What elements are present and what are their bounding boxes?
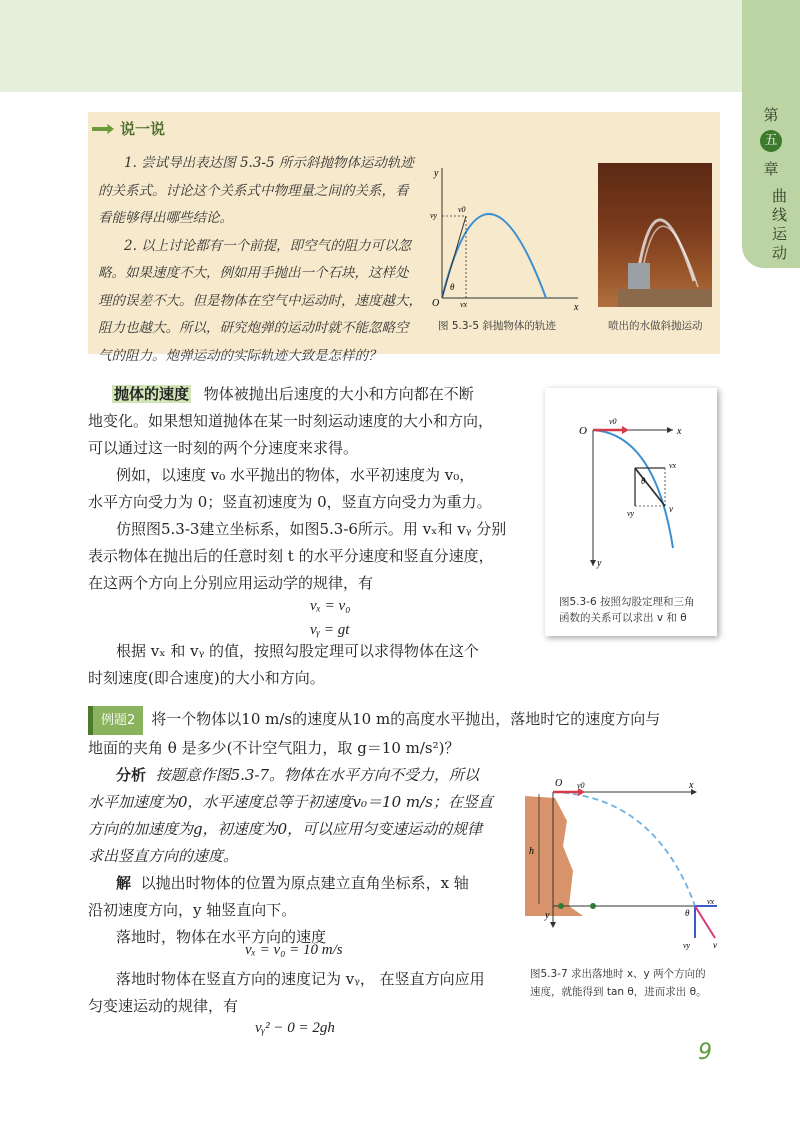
v0-label: v0 [577, 781, 585, 790]
section-intro: 抛体的速度 物体被抛出后速度的大小和方向都在不断 [114, 385, 474, 403]
discussion-text: 1. 尝试导出表达图 5.3-5 所示斜抛物体运动轨迹 的关系式。讨论这个关系式中物理量之间的关系，看 看能够得出哪些结论。 2. 以上讨论都有一个前提，即空气的阻力可以忽 略。如果速度不大，例如用手抛出一个石块，这样处 理的误差不大。但是物体在空气中运动时，速度越大， 阻力也越大。所以，研究炮弹的运动时就不能忽略空 气的阻力。炮弹运动的实际轨迹大致是怎样的？ [98, 155, 422, 364]
example-solution-cont: 落地时物体在竖直方向的速度记为 vᵧ， 在竖直方向应用 匀变速运动的规律，有 [88, 970, 485, 1015]
chapter-di: 第 [763, 106, 779, 124]
vx-label: vx [669, 461, 677, 470]
vy-label: vy [627, 509, 635, 518]
theta-label: θ [450, 282, 455, 292]
theta-label: θ [641, 476, 646, 486]
cliff-projectile-figure [525, 776, 725, 956]
discussion-title: 说一说 [120, 120, 166, 138]
example-tag: 例题2 [88, 706, 143, 735]
v0-label: v0 [458, 205, 466, 214]
water-jet-illustration [598, 163, 712, 307]
section-paragraph: 地变化。如果想知道抛体在某一时刻运动速度的大小和方向， 可以通过这一时刻的两个分速度来求得。 例如，以速度 v₀ 水平抛出的物体，水平初速度为 v₀， 水平方向受力为 0；竖直初速度为 0，竖直方向受力为重力。 仿照图5.3-3建立坐标系，如图5.3-6所示。用 vₓ和 vᵧ 分别 表示物体在抛出后的任意时刻 t 的水平分速度和竖直分速度， 在这两个方向上分别应用运动学的规律，有 [88, 412, 507, 592]
chapter-tab [742, 0, 800, 268]
trajectory-curve [553, 792, 695, 906]
y-label: y [597, 558, 602, 569]
figure-5-3-6-caption-line2: 函数的关系可以求出 v 和 θ [559, 612, 687, 624]
v-arrow [635, 468, 665, 506]
vx-label: vx [460, 300, 468, 309]
equation-vx: vₓ = v₀ [310, 598, 351, 614]
horizontal-projectile-figure [545, 388, 717, 588]
example-solution: 解 以抛出时物体的位置为原点建立直角坐标系，x 轴 沿初速度方向，y 轴竖直向下。 落地时，物体在水平方向的速度 [88, 874, 469, 946]
chapter-zhang: 章 [763, 160, 779, 178]
v0-label: v0 [609, 417, 617, 426]
y-label: y [434, 168, 439, 179]
chapter-title: 曲线运动 [770, 188, 788, 264]
h-label: h [529, 846, 534, 857]
figure-5-3-7-caption-line1: 图5.3-7 求出落地时 x、y 两个方向的 [530, 968, 706, 980]
figure-5-3-6-caption-line1: 图5.3-6 按照勾股定理和三角 [559, 596, 695, 608]
x-label: x [677, 426, 682, 437]
origin-label: O [579, 425, 587, 437]
y-label: y [545, 910, 550, 921]
origin-label: O [555, 778, 563, 789]
vy-label: vy [430, 211, 438, 220]
example-analysis: 分析 按题意作图5.3-7。物体在水平方向不受力，所以 水平加速度为0，水平速度总等于初速度v₀＝10 m/s；在竖直 方向的加速度为g，初速度为0，可以应用匀变速运动的规律 求出竖直方向的速度。 [88, 766, 493, 865]
x-label: x [574, 302, 579, 310]
figure-5-3-7-caption-line2: 速度，就能得到 tan θ，进而求出 θ。 [530, 986, 707, 998]
chapter-number: 五 [760, 130, 782, 152]
v-label: v [669, 504, 673, 514]
trajectory-curve [593, 430, 673, 548]
v-label: v [713, 940, 717, 950]
oblique-trajectory-figure [428, 160, 588, 310]
equation-vy: vᵧ = gt [310, 622, 350, 638]
water-fountain-photo [598, 163, 712, 307]
vy-label: vy [683, 941, 691, 950]
v-arrow [695, 906, 715, 938]
vx-label: vx [707, 897, 715, 906]
header-band [0, 0, 800, 92]
section-heading: 抛体的速度 [114, 385, 190, 403]
trajectory-curve [442, 214, 546, 298]
origin-label: O [432, 298, 440, 309]
photo-caption: 喷出的水做斜抛运动 [608, 320, 703, 332]
x-label: x [689, 780, 694, 791]
equation-vy-squared: vᵧ² − 0 = 2gh [255, 1020, 335, 1036]
theta-label: θ [685, 908, 690, 918]
example-question: 例题2 将一个物体以10 m/s的速度从10 m的高度水平抛出，落地时它的速度方向与 地面的夹角 θ 是多少(不计空气阻力，取 g＝10 m/s²)？ [88, 706, 728, 762]
figure-5-3-5-caption: 图 5.3-5 斜抛物体的轨迹 [438, 320, 556, 332]
page-number: 9 [698, 1040, 712, 1065]
figure-5-3-6 [545, 388, 717, 636]
equation-vx-value: vₓ = v₀ = 10 m/s [245, 942, 343, 958]
section-conclusion: 根据 vₓ 和 vᵧ 的值，按照勾股定理可以求得物体在这个 时刻速度(即合速度)的大小和方向。 [88, 642, 480, 687]
